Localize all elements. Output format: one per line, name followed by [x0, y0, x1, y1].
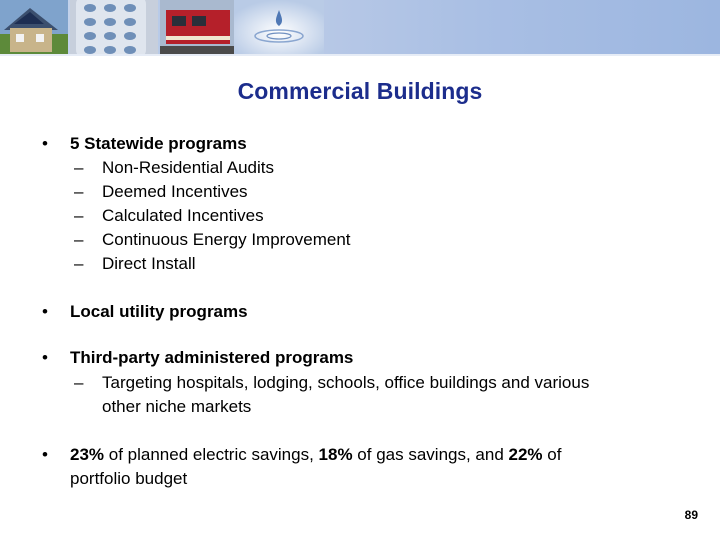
bullet-text: 5 Statewide programs [70, 134, 247, 153]
text-fragment: of planned electric savings, [104, 445, 319, 464]
dash-marker: – [74, 206, 84, 225]
gas-savings-percent: 18% [318, 445, 353, 464]
dash-marker: – [74, 230, 84, 249]
bullet-text: Third-party administered programs [70, 348, 354, 367]
dash-marker: – [74, 182, 84, 201]
text-fragment: of [542, 445, 562, 464]
bullet-text [70, 443, 561, 467]
bullet-marker: • [42, 445, 48, 464]
dash-marker: – [74, 373, 84, 392]
electric-savings-percent: 23% [70, 445, 105, 464]
dash-marker: – [74, 158, 84, 177]
page-number: 89 [684, 508, 698, 522]
bullet-marker: • [42, 134, 48, 153]
sub-bullet-text: Calculated Incentives [102, 206, 264, 225]
bullet-marker: • [42, 302, 48, 321]
bullet-continuation: portfolio budget [70, 469, 188, 488]
sub-bullet-text: Continuous Energy Improvement [102, 230, 351, 249]
portfolio-budget-percent: 22% [508, 445, 543, 464]
bullet-marker: • [42, 348, 48, 367]
sub-bullet-text: Targeting hospitals, lodging, schools, office buildings and various [102, 373, 590, 392]
sub-bullet-text: Non-Residential Audits [102, 158, 274, 177]
sub-bullet-text: Direct Install [102, 254, 196, 273]
text-fragment: of gas savings, and [352, 445, 509, 464]
bullet-text: Local utility programs [70, 302, 248, 321]
dash-marker: – [74, 254, 84, 273]
sub-bullet-text: Deemed Incentives [102, 182, 248, 201]
sub-bullet-continuation: other niche markets [102, 397, 252, 416]
slide-title: Commercial Buildings [237, 78, 483, 104]
